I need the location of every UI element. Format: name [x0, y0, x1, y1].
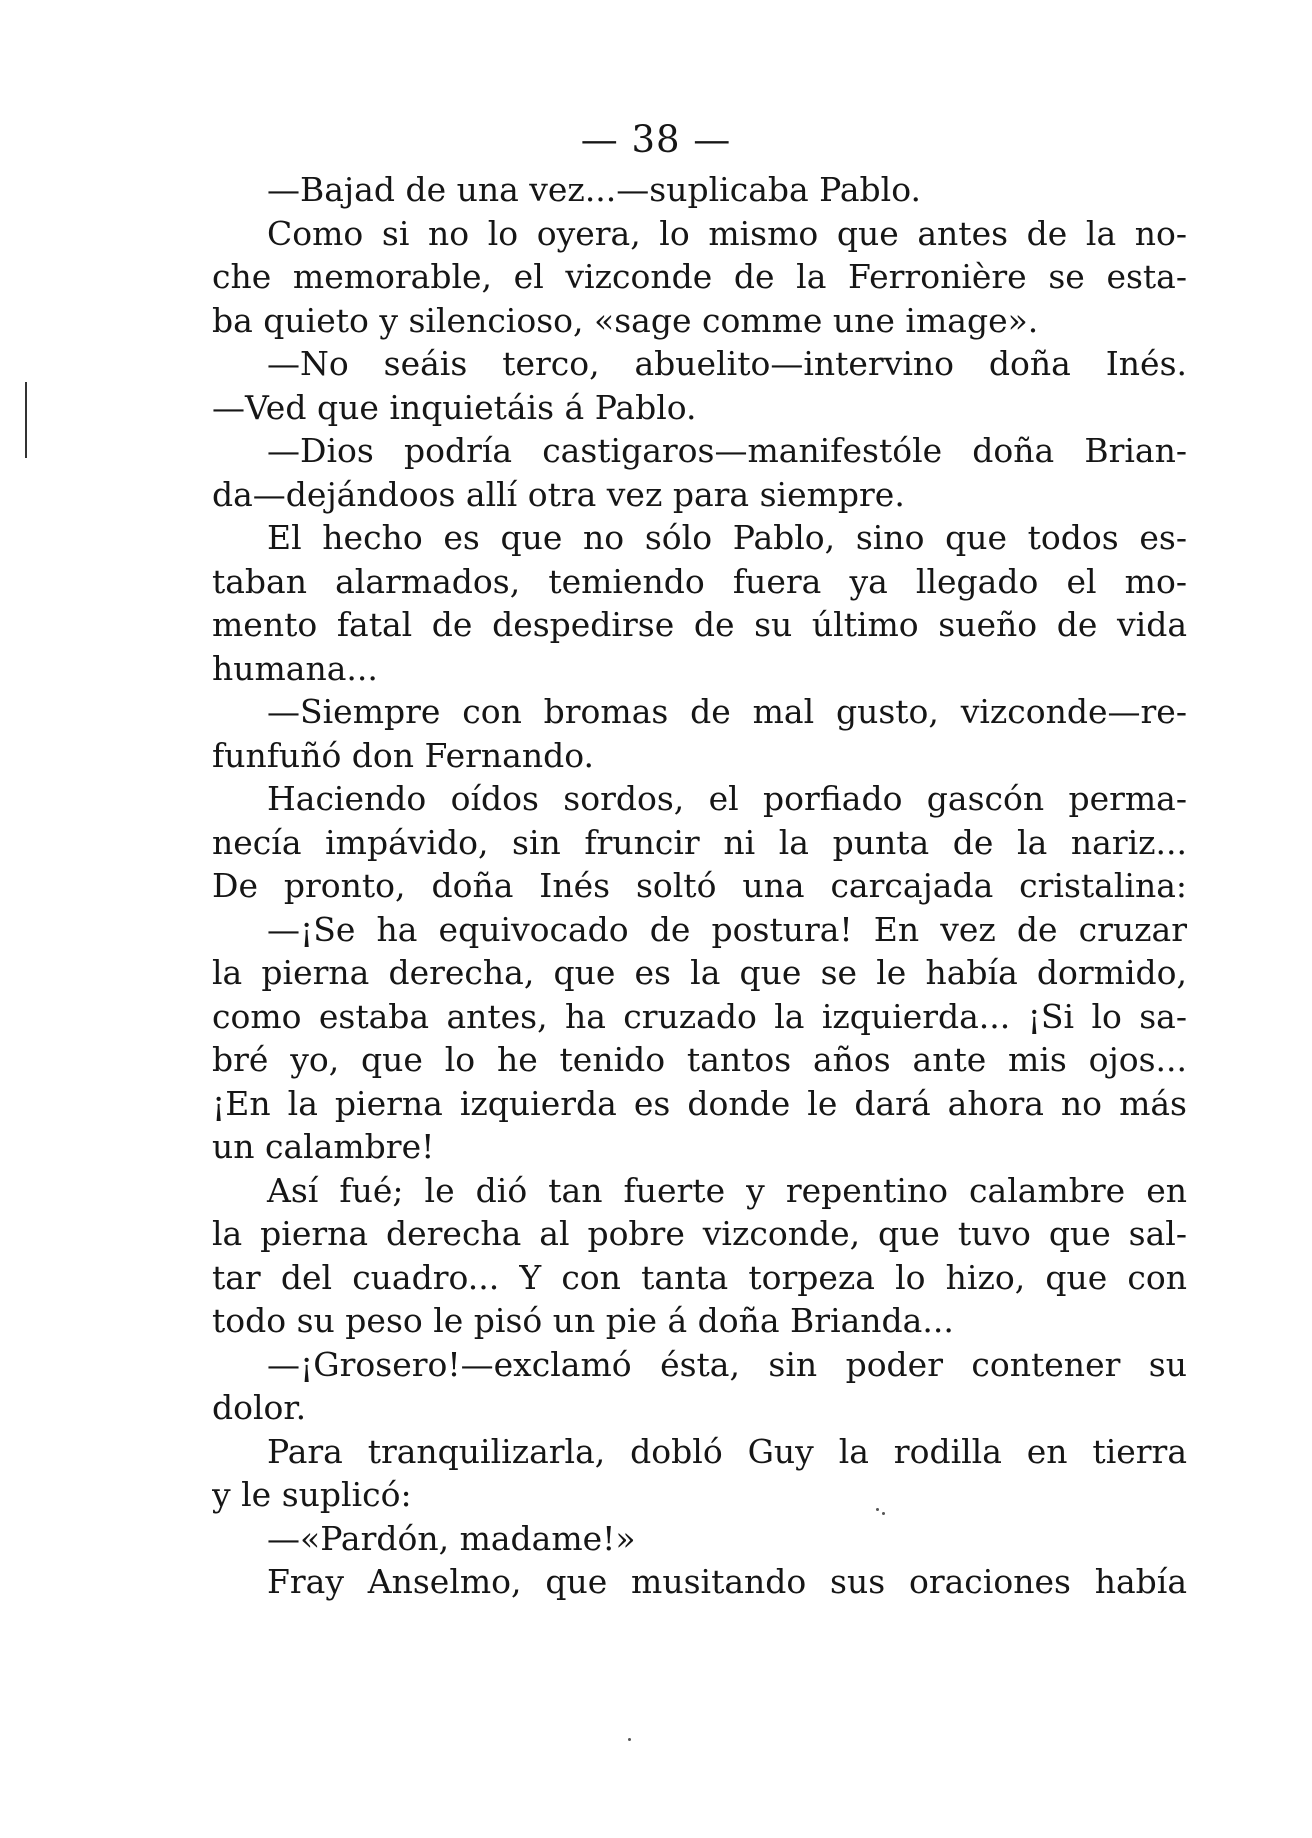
- text-line: funfuñó don Fernando.: [212, 735, 595, 775]
- text-line: tar del cuadro... Y con tanta torpeza lo hizo, que con: [212, 1257, 1187, 1297]
- text-line: todo su peso le pisó un pie á doña Brianda...: [212, 1301, 954, 1340]
- text-line: da—dejándoos allí otra vez para siempre.: [212, 474, 905, 514]
- text-line: y le suplicó:: [212, 1475, 412, 1514]
- text-line: mento fatal de despedirse de su último sueño de vida: [212, 605, 1187, 644]
- text-line: Para tranquilizarla, dobló Guy la rodilla en tierra: [267, 1431, 1187, 1471]
- text-line: Así fué; le dió tan fuerte y repentino calambre en: [267, 1170, 1187, 1210]
- text-line: —Siempre con bromas de mal gusto, vizconde—re-: [267, 692, 1187, 731]
- text-line: —¡Grosero!—exclamó ésta, sin poder contener su: [267, 1344, 1187, 1384]
- text-line: necía impávido, sin fruncir ni la punta de la nariz...: [212, 822, 1187, 862]
- text-line: —¡Se ha equivocado de postura! En vez de cruzar: [267, 909, 1187, 949]
- text-line: che memorable, el vizconde de la Ferronière se esta-: [212, 257, 1187, 296]
- text-line: —«Pardón, madame!»: [267, 1518, 636, 1558]
- text-line: la pierna derecha al pobre vizconde, que tuvo que sal-: [212, 1214, 1187, 1253]
- text-line: Haciendo oídos sordos, el porfiado gascón perma-: [267, 779, 1187, 818]
- text-line: —Dios podría castigaros—manifestóle doña Brian-: [267, 431, 1187, 470]
- paper-speck: [628, 1738, 631, 1741]
- text-line: como estaba antes, ha cruzado la izquierda... ¡Si lo sa-: [212, 996, 1187, 1036]
- page-number: — 38 —: [580, 118, 732, 161]
- text-line: —No seáis terco, abuelito—intervino doña Inés.: [267, 344, 1187, 383]
- text-line: El hecho es que no sólo Pablo, sino que todos es-: [267, 518, 1187, 557]
- text-line: Fray Anselmo, que musitando sus oraciones había: [267, 1562, 1187, 1601]
- text-line: humana...: [212, 648, 378, 688]
- text-line: bré yo, que lo he tenido tantos años ante mis ojos...: [212, 1040, 1187, 1079]
- text-line: ¡En la pierna izquierda es donde le dará ahora no más: [212, 1083, 1187, 1123]
- text-line: un calambre!: [212, 1127, 435, 1166]
- text-line: dolor.: [212, 1388, 307, 1427]
- text-line: Como si no lo oyera, lo mismo que antes de la no-: [267, 213, 1187, 253]
- text-line: —Ved que inquietáis á Pablo.: [212, 387, 697, 427]
- text-line: la pierna derecha, que es la que se le había dormido,: [212, 953, 1187, 992]
- text-line: —Bajad de una vez...—suplicaba Pablo.: [267, 170, 922, 209]
- text-line: ba quieto y silencioso, «sage comme une image».: [212, 300, 1039, 340]
- text-line: De pronto, doña Inés soltó una carcajada cristalina:: [212, 866, 1187, 905]
- body-text: [212, 168, 1187, 1604]
- text-line: taban alarmados, temiendo fuera ya llegado el mo-: [212, 561, 1187, 601]
- margin-mark: [25, 382, 27, 458]
